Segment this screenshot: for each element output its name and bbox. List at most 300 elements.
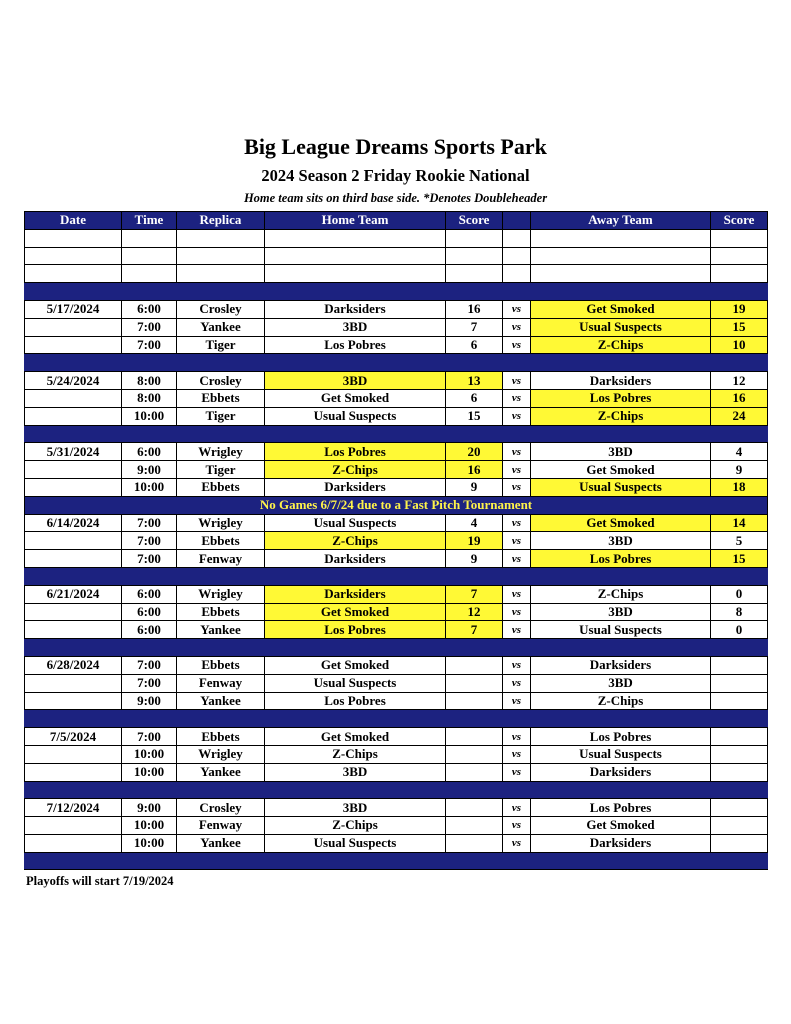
empty-cell <box>711 425 768 443</box>
column-header-vs <box>503 212 531 230</box>
replica-cell: Ebbets <box>177 656 265 674</box>
time-cell: 7:00 <box>122 514 177 532</box>
date-cell <box>25 692 122 710</box>
home-team-cell: Usual Suspects <box>265 834 446 852</box>
date-cell: 6/14/2024 <box>25 514 122 532</box>
separator-row <box>25 567 768 585</box>
game-row <box>25 799 768 817</box>
away-team-cell: Darksiders <box>531 372 711 390</box>
column-header-date: Date <box>25 212 122 230</box>
game-row <box>25 300 768 318</box>
empty-cell <box>531 710 711 728</box>
replica-cell: Ebbets <box>177 728 265 746</box>
vs-cell: vs <box>503 407 531 425</box>
notice-row <box>25 496 768 514</box>
empty-cell <box>265 852 446 870</box>
away-team-cell: Get Smoked <box>531 817 711 835</box>
away-team-cell: Usual Suspects <box>531 478 711 496</box>
home-score-cell <box>446 728 503 746</box>
away-score-cell <box>711 728 768 746</box>
home-team-cell: 3BD <box>265 763 446 781</box>
game-row <box>25 478 768 496</box>
vs-cell: vs <box>503 745 531 763</box>
home-score-cell: 9 <box>446 550 503 568</box>
date-cell <box>25 336 122 354</box>
empty-cell <box>177 283 265 301</box>
home-team-cell: Usual Suspects <box>265 407 446 425</box>
date-cell <box>25 834 122 852</box>
column-header-home-score: Score <box>446 212 503 230</box>
game-row <box>25 728 768 746</box>
game-row <box>25 550 768 568</box>
game-row <box>25 372 768 390</box>
empty-cell <box>25 710 122 728</box>
column-header-replica: Replica <box>177 212 265 230</box>
home-team-cell: 3BD <box>265 799 446 817</box>
vs-cell: vs <box>503 532 531 550</box>
empty-cell <box>446 852 503 870</box>
empty-cell <box>531 567 711 585</box>
page-note: Home team sits on third base side. *Denotes Doubleheader <box>243 191 548 205</box>
empty-cell <box>711 247 768 265</box>
empty-cell <box>265 229 446 247</box>
time-cell: 7:00 <box>122 656 177 674</box>
home-score-cell <box>446 834 503 852</box>
away-team-cell: Los Pobres <box>531 550 711 568</box>
away-score-cell <box>711 674 768 692</box>
home-score-cell: 7 <box>446 621 503 639</box>
away-team-cell: Los Pobres <box>531 389 711 407</box>
away-score-cell: 5 <box>711 532 768 550</box>
replica-cell: Yankee <box>177 763 265 781</box>
away-score-cell: 15 <box>711 318 768 336</box>
home-team-cell: Darksiders <box>265 300 446 318</box>
vs-cell: vs <box>503 336 531 354</box>
game-row <box>25 407 768 425</box>
home-team-cell: Los Pobres <box>265 621 446 639</box>
date-cell <box>25 389 122 407</box>
home-score-cell: 7 <box>446 585 503 603</box>
time-cell: 6:00 <box>122 300 177 318</box>
vs-cell: vs <box>503 728 531 746</box>
vs-cell: vs <box>503 443 531 461</box>
empty-cell <box>122 283 177 301</box>
empty-cell <box>177 781 265 799</box>
vs-cell: vs <box>503 389 531 407</box>
empty-cell <box>711 639 768 657</box>
date-cell: 7/12/2024 <box>25 799 122 817</box>
home-team-cell: Darksiders <box>265 478 446 496</box>
replica-cell: Crosley <box>177 300 265 318</box>
away-score-cell: 16 <box>711 389 768 407</box>
empty-row <box>25 265 768 283</box>
vs-cell: vs <box>503 603 531 621</box>
away-score-cell <box>711 745 768 763</box>
replica-cell: Ebbets <box>177 389 265 407</box>
time-cell: 8:00 <box>122 389 177 407</box>
empty-cell <box>711 265 768 283</box>
game-row <box>25 443 768 461</box>
date-cell <box>25 817 122 835</box>
empty-cell <box>122 247 177 265</box>
date-cell <box>25 550 122 568</box>
game-row <box>25 656 768 674</box>
replica-cell: Crosley <box>177 799 265 817</box>
away-score-cell: 10 <box>711 336 768 354</box>
home-team-cell: Z-Chips <box>265 745 446 763</box>
home-score-cell: 19 <box>446 532 503 550</box>
empty-cell <box>503 781 531 799</box>
empty-cell <box>177 639 265 657</box>
away-score-cell: 19 <box>711 300 768 318</box>
home-team-cell: Darksiders <box>265 550 446 568</box>
away-score-cell: 12 <box>711 372 768 390</box>
empty-cell <box>531 265 711 283</box>
replica-cell: Yankee <box>177 318 265 336</box>
time-cell: 8:00 <box>122 372 177 390</box>
home-score-cell: 6 <box>446 336 503 354</box>
date-cell: 5/31/2024 <box>25 443 122 461</box>
empty-cell <box>122 229 177 247</box>
empty-cell <box>265 283 446 301</box>
empty-cell <box>531 247 711 265</box>
home-score-cell: 16 <box>446 300 503 318</box>
empty-cell <box>265 781 446 799</box>
date-cell <box>25 621 122 639</box>
replica-cell: Ebbets <box>177 603 265 621</box>
replica-cell: Tiger <box>177 461 265 479</box>
replica-cell: Fenway <box>177 817 265 835</box>
date-cell <box>25 674 122 692</box>
empty-cell <box>177 425 265 443</box>
date-cell <box>25 745 122 763</box>
home-team-cell: Get Smoked <box>265 728 446 746</box>
home-score-cell: 6 <box>446 389 503 407</box>
empty-cell <box>265 425 446 443</box>
replica-cell: Wrigley <box>177 745 265 763</box>
empty-cell <box>446 229 503 247</box>
game-row <box>25 834 768 852</box>
empty-cell <box>503 639 531 657</box>
empty-cell <box>503 425 531 443</box>
empty-cell <box>25 229 122 247</box>
away-score-cell: 18 <box>711 478 768 496</box>
home-team-cell: Get Smoked <box>265 656 446 674</box>
replica-cell: Crosley <box>177 372 265 390</box>
vs-cell: vs <box>503 550 531 568</box>
away-team-cell: 3BD <box>531 674 711 692</box>
home-score-cell: 15 <box>446 407 503 425</box>
time-cell: 6:00 <box>122 621 177 639</box>
empty-cell <box>122 781 177 799</box>
vs-cell: vs <box>503 799 531 817</box>
empty-cell <box>531 639 711 657</box>
date-cell: 7/5/2024 <box>25 728 122 746</box>
vs-cell: vs <box>503 514 531 532</box>
empty-cell <box>711 852 768 870</box>
empty-cell <box>711 229 768 247</box>
empty-cell <box>503 229 531 247</box>
time-cell: 6:00 <box>122 443 177 461</box>
home-score-cell: 9 <box>446 478 503 496</box>
empty-cell <box>446 781 503 799</box>
empty-row <box>25 247 768 265</box>
empty-cell <box>503 710 531 728</box>
empty-cell <box>531 229 711 247</box>
home-score-cell: 12 <box>446 603 503 621</box>
empty-cell <box>25 781 122 799</box>
away-team-cell: 3BD <box>531 603 711 621</box>
empty-cell <box>265 265 446 283</box>
empty-cell <box>711 283 768 301</box>
replica-cell: Yankee <box>177 621 265 639</box>
time-cell: 7:00 <box>122 728 177 746</box>
away-team-cell: 3BD <box>531 532 711 550</box>
home-team-cell: Usual Suspects <box>265 514 446 532</box>
vs-cell: vs <box>503 674 531 692</box>
away-team-cell: Z-Chips <box>531 585 711 603</box>
date-cell <box>25 478 122 496</box>
empty-cell <box>503 283 531 301</box>
empty-cell <box>446 265 503 283</box>
away-team-cell: Usual Suspects <box>531 745 711 763</box>
home-team-cell: Z-Chips <box>265 532 446 550</box>
away-score-cell <box>711 763 768 781</box>
replica-cell: Fenway <box>177 550 265 568</box>
away-score-cell <box>711 817 768 835</box>
vs-cell: vs <box>503 834 531 852</box>
away-score-cell: 14 <box>711 514 768 532</box>
game-row <box>25 532 768 550</box>
separator-row <box>25 710 768 728</box>
separator-row <box>25 639 768 657</box>
time-cell: 7:00 <box>122 336 177 354</box>
time-cell: 10:00 <box>122 745 177 763</box>
empty-cell <box>531 354 711 372</box>
away-team-cell: Z-Chips <box>531 336 711 354</box>
away-team-cell: Darksiders <box>531 763 711 781</box>
time-cell: 6:00 <box>122 585 177 603</box>
separator-row <box>25 283 768 301</box>
empty-cell <box>25 265 122 283</box>
empty-row <box>25 229 768 247</box>
separator-row <box>25 354 768 372</box>
away-team-cell: Darksiders <box>531 834 711 852</box>
empty-cell <box>446 710 503 728</box>
game-row <box>25 336 768 354</box>
home-score-cell <box>446 763 503 781</box>
time-cell: 10:00 <box>122 817 177 835</box>
empty-cell <box>531 852 711 870</box>
home-score-cell <box>446 817 503 835</box>
empty-cell <box>177 710 265 728</box>
empty-cell <box>265 710 446 728</box>
separator-row <box>25 425 768 443</box>
empty-cell <box>122 567 177 585</box>
vs-cell: vs <box>503 656 531 674</box>
empty-cell <box>122 710 177 728</box>
replica-cell: Ebbets <box>177 532 265 550</box>
away-score-cell: 4 <box>711 443 768 461</box>
vs-cell: vs <box>503 318 531 336</box>
away-score-cell <box>711 656 768 674</box>
away-team-cell: 3BD <box>531 443 711 461</box>
away-team-cell: Get Smoked <box>531 461 711 479</box>
empty-cell <box>503 852 531 870</box>
empty-cell <box>265 567 446 585</box>
empty-cell <box>25 567 122 585</box>
replica-cell: Ebbets <box>177 478 265 496</box>
away-team-cell: Usual Suspects <box>531 621 711 639</box>
replica-cell: Yankee <box>177 834 265 852</box>
game-row <box>25 461 768 479</box>
home-score-cell: 13 <box>446 372 503 390</box>
game-row <box>25 692 768 710</box>
page-subtitle: 2024 Season 2 Friday Rookie National <box>261 166 530 185</box>
home-team-cell: Los Pobres <box>265 443 446 461</box>
vs-cell: vs <box>503 621 531 639</box>
vs-cell: vs <box>503 763 531 781</box>
empty-cell <box>446 425 503 443</box>
empty-cell <box>265 639 446 657</box>
replica-cell: Tiger <box>177 407 265 425</box>
away-team-cell: Los Pobres <box>531 799 711 817</box>
game-row <box>25 514 768 532</box>
date-cell <box>25 407 122 425</box>
home-team-cell: Z-Chips <box>265 461 446 479</box>
home-score-cell: 7 <box>446 318 503 336</box>
home-team-cell: Los Pobres <box>265 336 446 354</box>
empty-cell <box>446 247 503 265</box>
time-cell: 7:00 <box>122 674 177 692</box>
page-title: Big League Dreams Sports Park <box>244 134 547 159</box>
column-header-time: Time <box>122 212 177 230</box>
game-row <box>25 817 768 835</box>
empty-cell <box>711 567 768 585</box>
home-score-cell <box>446 745 503 763</box>
away-score-cell: 9 <box>711 461 768 479</box>
date-cell: 6/28/2024 <box>25 656 122 674</box>
vs-cell: vs <box>503 585 531 603</box>
separator-row <box>25 781 768 799</box>
footer-note: Playoffs will start 7/19/2024 <box>26 874 174 888</box>
home-team-cell: Get Smoked <box>265 389 446 407</box>
time-cell: 6:00 <box>122 603 177 621</box>
empty-cell <box>446 567 503 585</box>
column-header-away-score: Score <box>711 212 768 230</box>
empty-cell <box>177 567 265 585</box>
replica-cell: Wrigley <box>177 514 265 532</box>
replica-cell: Wrigley <box>177 585 265 603</box>
replica-cell: Yankee <box>177 692 265 710</box>
time-cell: 10:00 <box>122 407 177 425</box>
home-team-cell: Get Smoked <box>265 603 446 621</box>
date-cell <box>25 318 122 336</box>
time-cell: 7:00 <box>122 532 177 550</box>
separator-row <box>25 852 768 870</box>
empty-cell <box>503 354 531 372</box>
away-team-cell: Z-Chips <box>531 692 711 710</box>
home-team-cell: Z-Chips <box>265 817 446 835</box>
time-cell: 10:00 <box>122 478 177 496</box>
date-cell <box>25 763 122 781</box>
away-team-cell: Los Pobres <box>531 728 711 746</box>
time-cell: 9:00 <box>122 461 177 479</box>
table-header-row <box>25 212 768 230</box>
replica-cell: Wrigley <box>177 443 265 461</box>
empty-cell <box>177 852 265 870</box>
empty-cell <box>711 354 768 372</box>
vs-cell: vs <box>503 817 531 835</box>
empty-cell <box>177 354 265 372</box>
empty-cell <box>265 354 446 372</box>
empty-cell <box>503 265 531 283</box>
away-score-cell <box>711 834 768 852</box>
time-cell: 9:00 <box>122 692 177 710</box>
vs-cell: vs <box>503 300 531 318</box>
empty-cell <box>503 567 531 585</box>
empty-cell <box>25 639 122 657</box>
replica-cell: Fenway <box>177 674 265 692</box>
game-row <box>25 389 768 407</box>
away-team-cell: Usual Suspects <box>531 318 711 336</box>
away-score-cell: 24 <box>711 407 768 425</box>
game-row <box>25 318 768 336</box>
home-team-cell: 3BD <box>265 318 446 336</box>
column-header-away-team: Away Team <box>531 212 711 230</box>
home-score-cell <box>446 692 503 710</box>
away-team-cell: Get Smoked <box>531 514 711 532</box>
home-score-cell <box>446 799 503 817</box>
away-team-cell: Darksiders <box>531 656 711 674</box>
home-team-cell: 3BD <box>265 372 446 390</box>
away-score-cell <box>711 799 768 817</box>
empty-cell <box>531 283 711 301</box>
game-row <box>25 763 768 781</box>
empty-cell <box>25 852 122 870</box>
vs-cell: vs <box>503 692 531 710</box>
empty-cell <box>446 283 503 301</box>
home-score-cell: 20 <box>446 443 503 461</box>
time-cell: 9:00 <box>122 799 177 817</box>
game-row <box>25 603 768 621</box>
empty-cell <box>25 283 122 301</box>
empty-cell <box>25 425 122 443</box>
vs-cell: vs <box>503 478 531 496</box>
empty-cell <box>531 781 711 799</box>
empty-cell <box>177 247 265 265</box>
date-cell: 6/21/2024 <box>25 585 122 603</box>
away-score-cell: 8 <box>711 603 768 621</box>
date-cell <box>25 603 122 621</box>
column-header-home-team: Home Team <box>265 212 446 230</box>
empty-cell <box>446 639 503 657</box>
home-score-cell: 16 <box>446 461 503 479</box>
game-row <box>25 674 768 692</box>
time-cell: 10:00 <box>122 763 177 781</box>
home-score-cell <box>446 674 503 692</box>
vs-cell: vs <box>503 372 531 390</box>
empty-cell <box>122 425 177 443</box>
away-team-cell: Get Smoked <box>531 300 711 318</box>
empty-cell <box>122 639 177 657</box>
date-cell: 5/17/2024 <box>25 300 122 318</box>
empty-cell <box>531 425 711 443</box>
empty-cell <box>177 265 265 283</box>
time-cell: 10:00 <box>122 834 177 852</box>
empty-cell <box>711 781 768 799</box>
empty-cell <box>122 852 177 870</box>
